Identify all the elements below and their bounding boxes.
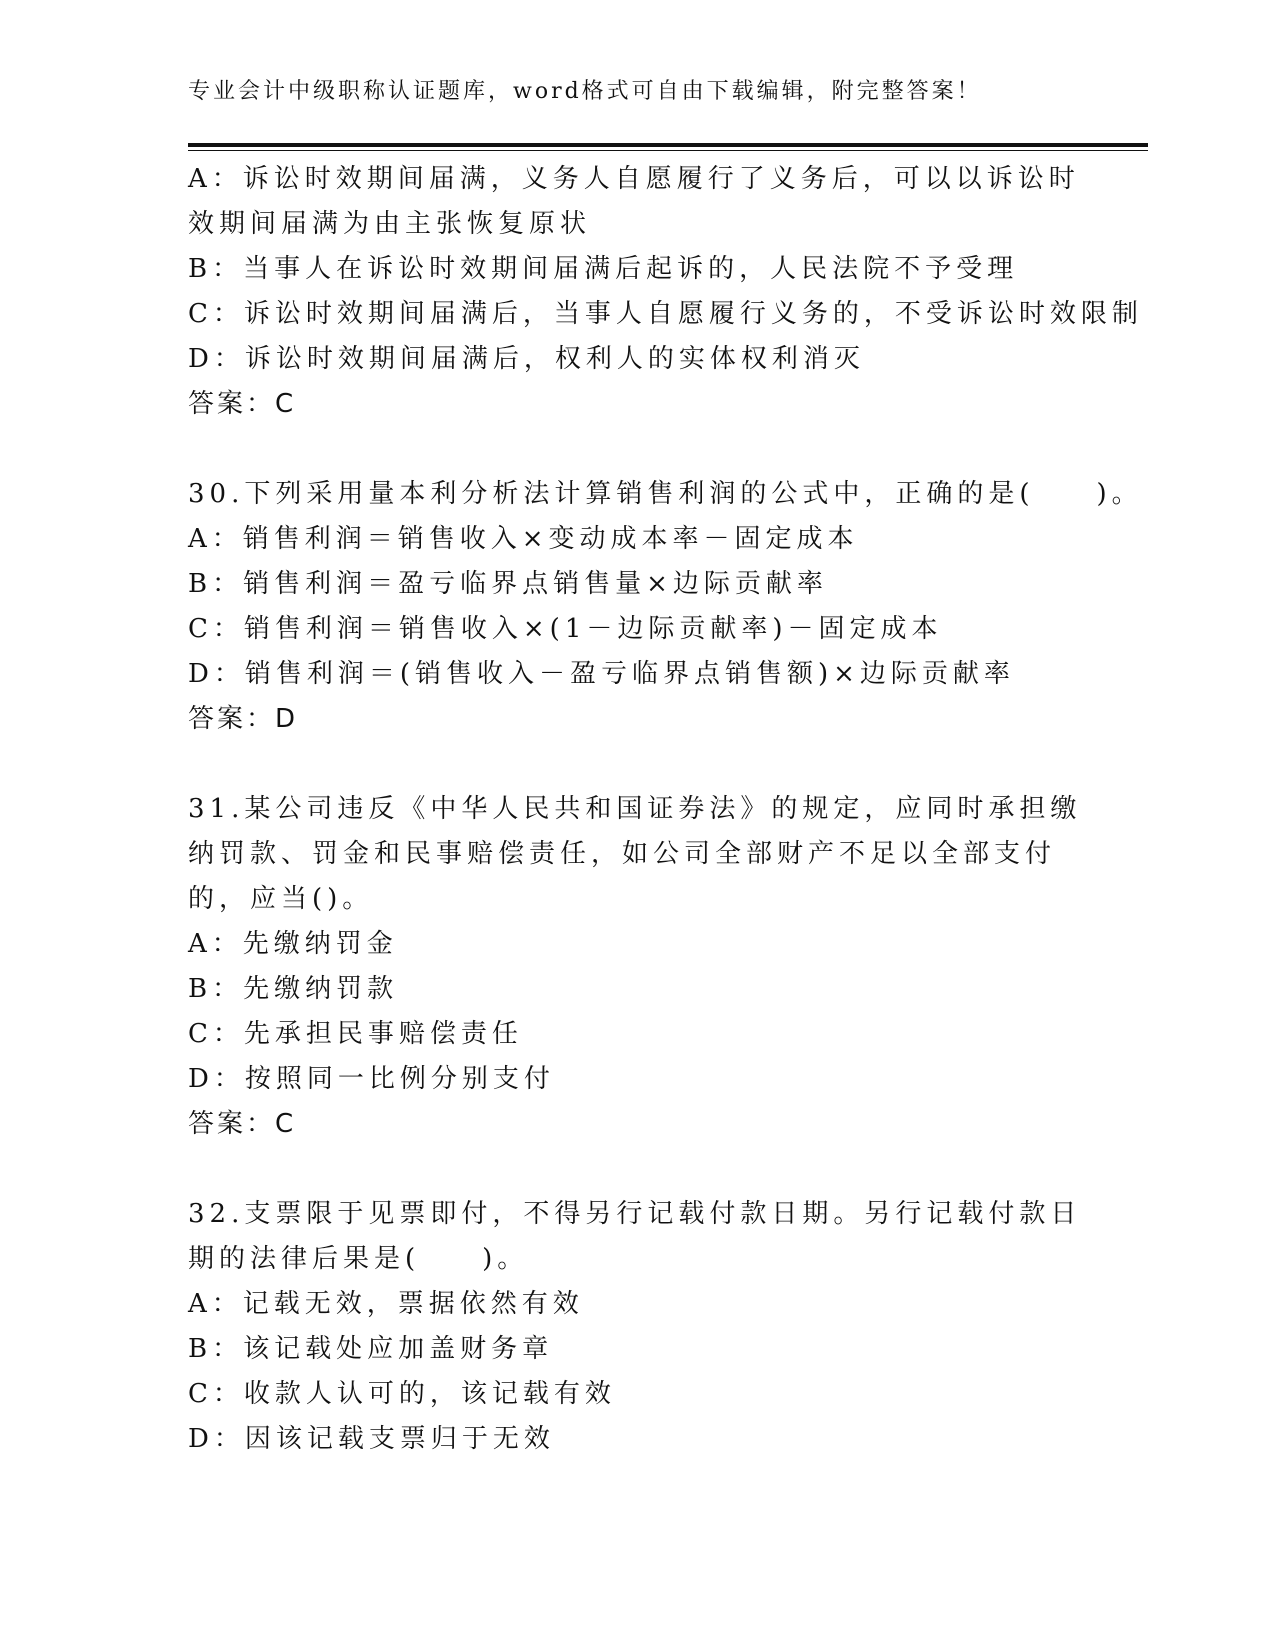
option-b: B：当事人在诉讼时效期间届满后起诉的，人民法院不予受理 [188,254,1019,284]
spacer [188,427,1088,472]
spacer [188,1147,1088,1192]
option-c: C：销售利润＝销售收入×(1－边际贡献率)－固定成本 [188,614,943,644]
question-32 [188,1192,1088,1462]
option-d: D：销售利润＝(销售收入－盈亏临界点销售额)×边际贡献率 [188,659,1015,689]
option-b: B：该记载处应加盖财务章 [188,1334,554,1364]
spacer [188,742,1088,787]
question-29 [188,157,1143,427]
header-rule-thick [188,143,1148,147]
answer: 答案：C [188,1109,297,1139]
option-b: B：销售利润＝盈亏临界点销售量×边际贡献率 [188,569,828,599]
option-a: A：销售利润＝销售收入×变动成本率－固定成本 [188,524,859,554]
question-list [188,157,1143,1462]
question-stem: 30.下列采用量本利分析法计算销售利润的公式中，正确的是( )。 [188,479,1143,509]
option-a: A：诉讼时效期间届满，义务人自愿履行了义务后，可以以诉讼时效期间届满为由主张恢复原状 [188,164,1080,239]
option-d: D：因该记载支票归于无效 [188,1424,555,1454]
page-header: 专业会计中级职称认证题库，word格式可自由下载编辑，附完整答案！ [188,79,982,104]
header-rule-thin [188,150,1148,151]
answer: 答案：C [188,389,297,419]
question-30 [188,472,1143,742]
question-stem: 32.支票限于见票即付，不得另行记载付款日期。另行记载付款日期的法律后果是( )。 [188,1199,1082,1274]
question-31 [188,787,1088,1147]
option-d: D：按照同一比例分别支付 [188,1064,555,1094]
option-c: C：诉讼时效期间届满后，当事人自愿履行义务的，不受诉讼时效限制 [188,299,1143,329]
option-c: C：收款人认可的，该记载有效 [188,1379,616,1409]
question-stem: 31.某公司违反《中华人民共和国证券法》的规定，应同时承担缴纳罚款、罚金和民事赔偿责任，如公司全部财产不足以全部支付的，应当()。 [188,794,1082,914]
option-a: A：记载无效，票据依然有效 [188,1289,584,1319]
option-c: C：先承担民事赔偿责任 [188,1019,523,1049]
option-d: D：诉讼时效期间届满后，权利人的实体权利消灭 [188,344,865,374]
option-b: B：先缴纳罚款 [188,974,399,1004]
option-a: A：先缴纳罚金 [188,929,398,959]
answer: 答案：D [188,704,299,734]
